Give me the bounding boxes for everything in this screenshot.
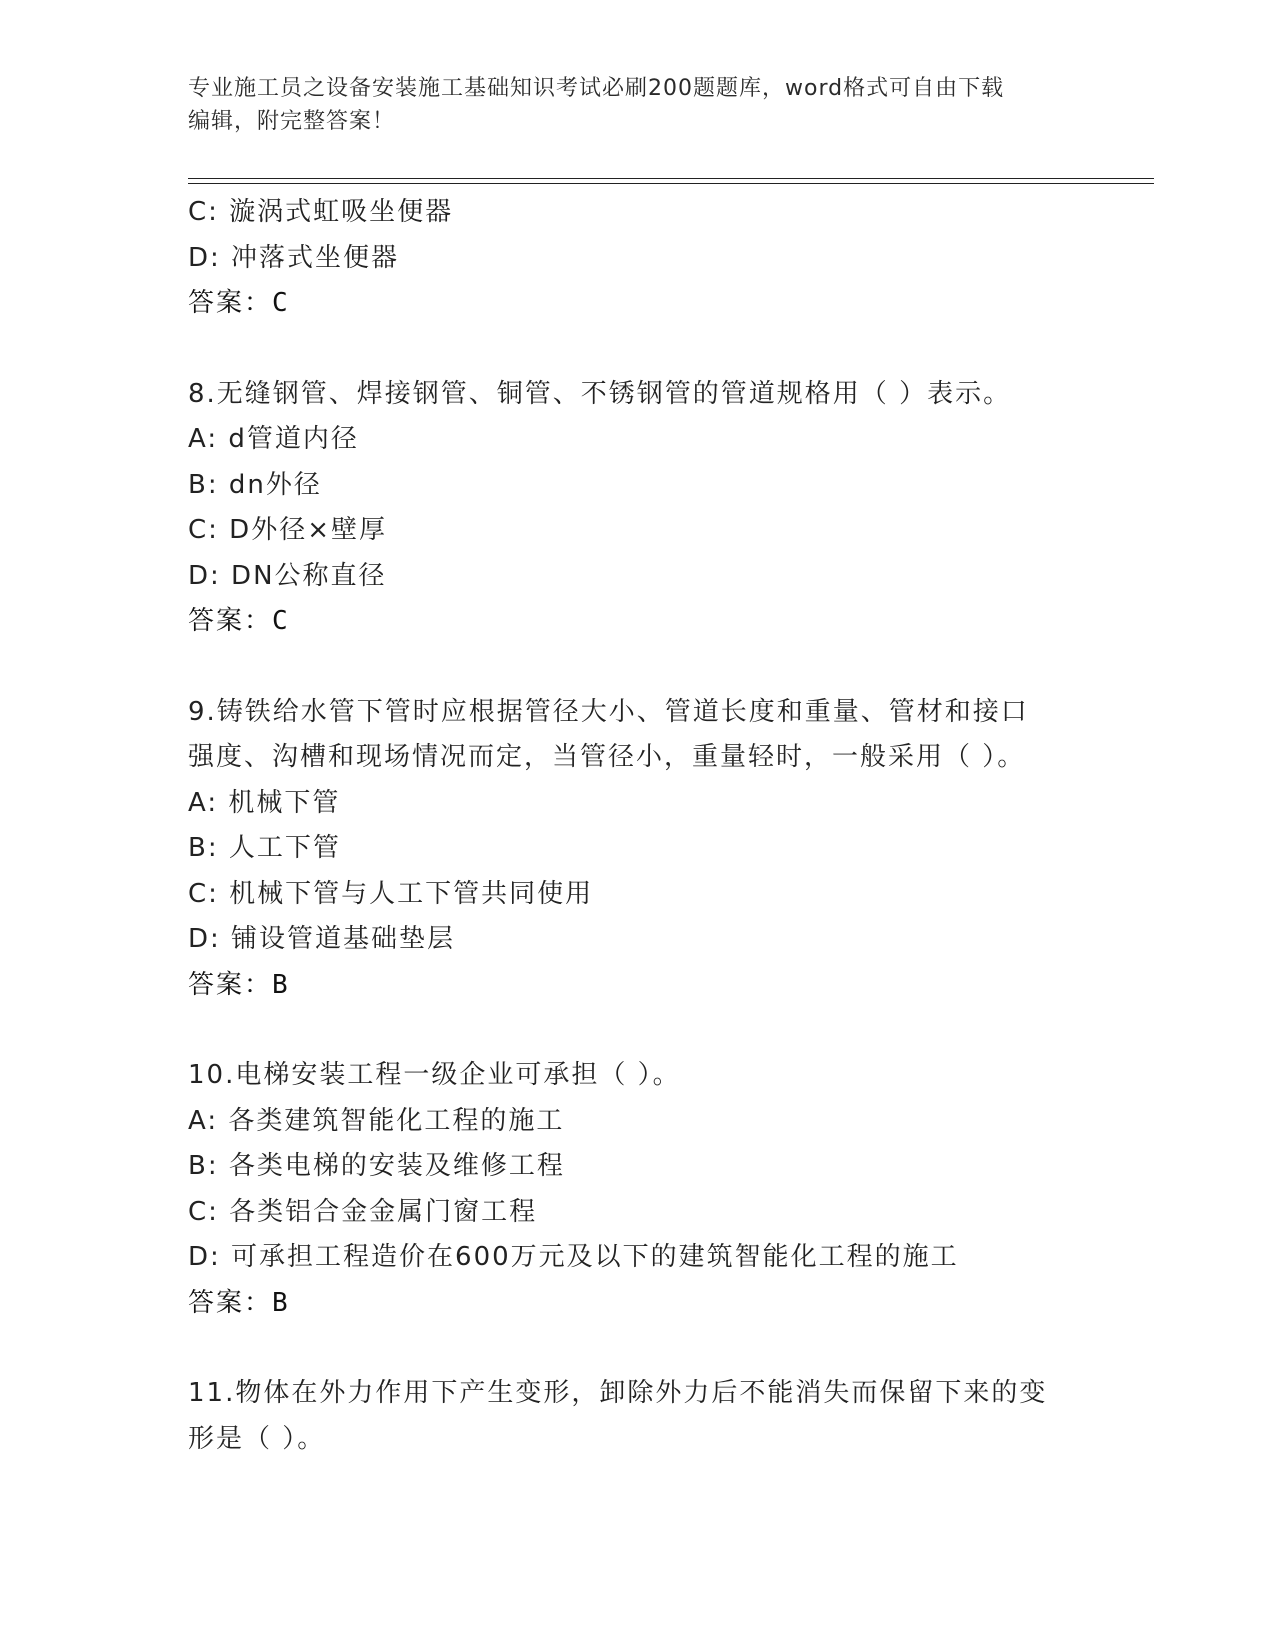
question-9 xyxy=(188,690,1158,1009)
answer-line xyxy=(188,281,1158,327)
option-d: D: 冲落式坐便器 xyxy=(188,242,400,273)
answer-label: 答案： xyxy=(188,606,273,636)
question-stem: 10.电梯安装工程一级企业可承担（ ）。 xyxy=(188,1060,681,1090)
option-a: A: 各类建筑智能化工程的施工 xyxy=(188,1105,565,1136)
answer-value: C xyxy=(272,606,290,636)
option-a: A: 机械下管 xyxy=(188,787,341,818)
option-d: D: 铺设管道基础垫层 xyxy=(188,924,456,954)
answer-label: 答案： xyxy=(188,969,273,1000)
answer-value: B xyxy=(272,969,290,1000)
question-8 xyxy=(188,372,1158,645)
option-b: B: 各类电梯的安装及维修工程 xyxy=(188,1151,565,1181)
option-b: B: 人工下管 xyxy=(188,833,341,863)
question-stem-line-1: 11.物体在外力作用下产生变形，卸除外力后不能消失而保留下来的变 xyxy=(188,1378,1048,1408)
question-stem-line-2: 强度、沟槽和现场情况而定，当管径小，重量轻时，一般采用（ ）。 xyxy=(188,742,1026,772)
answer-value: C xyxy=(272,288,290,318)
question-stem: 8.无缝钢管、焊接钢管、铜管、不锈钢管的管道规格用（ ）表示。 xyxy=(188,378,1012,409)
header-divider-top xyxy=(188,178,1154,179)
answer-value: B xyxy=(272,1287,290,1318)
option-c: C: D外径×壁厚 xyxy=(188,515,387,545)
answer-line xyxy=(188,599,1158,645)
option-d: D: 可承担工程造价在600万元及以下的建筑智能化工程的施工 xyxy=(188,1242,959,1272)
question-7-fragment xyxy=(188,190,1158,327)
option-a: A: d管道内径 xyxy=(188,424,359,454)
question-10 xyxy=(188,1053,1158,1326)
option-c: C: 机械下管与人工下管共同使用 xyxy=(188,878,594,909)
answer-label: 答案： xyxy=(188,288,273,318)
question-11 xyxy=(188,1371,1158,1462)
answer-label: 答案： xyxy=(188,1287,273,1318)
option-b: B: dn外径 xyxy=(188,469,322,500)
header-title-line-2: 编辑，附完整答案！ xyxy=(188,109,396,134)
header-divider-bottom xyxy=(188,183,1154,184)
question-spacer xyxy=(188,1326,1158,1371)
question-stem-line-2: 形是（ ）。 xyxy=(188,1423,326,1454)
answer-line xyxy=(188,1281,1158,1327)
answer-line xyxy=(188,963,1158,1009)
question-stem-line-1: 9.铸铁给水管下管时应根据管径大小、管道长度和重量、管材和接口 xyxy=(188,696,1029,727)
option-c: C: 各类铝合金金属门窗工程 xyxy=(188,1196,538,1227)
header-title-line-1: 专业施工员之设备安装施工基础知识考试必刷200题题库，word格式可自由下载 xyxy=(188,76,1005,101)
question-spacer xyxy=(188,645,1158,690)
question-spacer xyxy=(188,327,1158,372)
question-list xyxy=(188,190,1158,1462)
question-spacer xyxy=(188,1008,1158,1053)
document-header xyxy=(188,72,1088,138)
option-c: C: 漩涡式虹吸坐便器 xyxy=(188,197,454,227)
option-d: D: DN公称直径 xyxy=(188,560,387,591)
